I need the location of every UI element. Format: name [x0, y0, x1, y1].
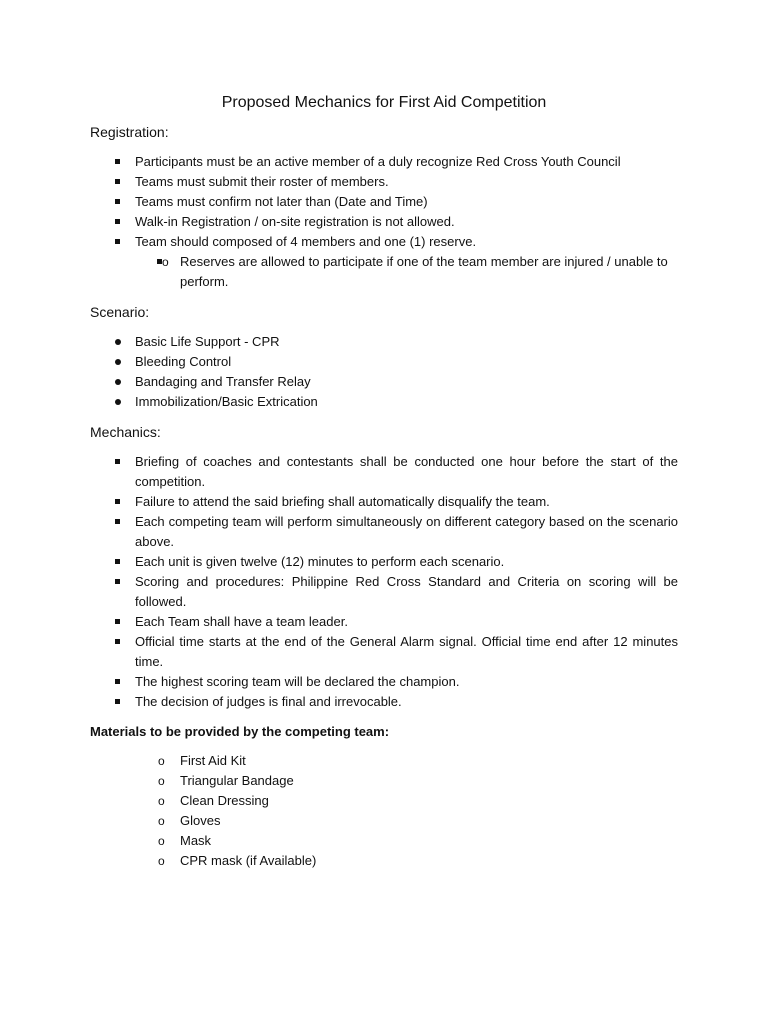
list-item: Failure to attend the said briefing shall automatically disqualify the team.: [90, 492, 678, 512]
registration-list: [90, 152, 678, 292]
square-bullet-icon: [115, 632, 127, 652]
list-item: Bleeding Control: [90, 352, 678, 372]
list-item: o CPR mask (if Available): [90, 851, 678, 871]
square-bullet-icon: [115, 492, 127, 512]
circle-bullet-icon: o: [158, 774, 165, 788]
list-item: The decision of judges is final and irrevocable.: [90, 692, 678, 712]
list-item: o First Aid Kit: [90, 751, 678, 771]
list-item: o Triangular Bandage: [90, 771, 678, 791]
square-bullet-icon: [115, 612, 127, 632]
list-item: Basic Life Support - CPR: [90, 332, 678, 352]
disc-bullet-icon: [115, 372, 127, 392]
registration-section: [90, 124, 678, 292]
list-item: o Gloves: [90, 811, 678, 831]
registration-sub-list: [135, 252, 678, 292]
document-page: [90, 94, 678, 883]
square-bullet-icon: [115, 512, 127, 532]
list-item: Scoring and procedures: Philippine Red Cross Standard and Criteria on scoring will be followed.: [90, 572, 678, 612]
materials-heading: Materials to be provided by the competing team:: [90, 724, 390, 739]
registration-heading: Registration:: [90, 124, 169, 140]
square-bullet-icon: [115, 552, 127, 572]
list-item: Each competing team will perform simultaneously on different category based on the scenario above.: [90, 512, 678, 552]
disc-bullet-icon: [115, 392, 127, 412]
square-bullet-icon: [115, 452, 127, 472]
list-item: Participants must be an active member of a duly recognize Red Cross Youth Council: [90, 152, 678, 172]
list-item: o Clean Dressing: [90, 791, 678, 811]
square-bullet-icon: [115, 212, 127, 232]
square-bullet-icon: [115, 172, 127, 192]
list-item: Each unit is given twelve (12) minutes to perform each scenario.: [90, 552, 678, 572]
circle-bullet-icon: o: [157, 252, 169, 272]
circle-bullet-icon: o: [158, 814, 165, 828]
materials-list: [90, 751, 678, 871]
list-item: The highest scoring team will be declared the champion.: [90, 672, 678, 692]
list-item: Walk-in Registration / on-site registration is not allowed.: [90, 212, 678, 232]
scenario-heading: Scenario:: [90, 304, 150, 320]
materials-section: [90, 724, 678, 871]
mechanics-heading: Mechanics:: [90, 424, 161, 440]
disc-bullet-icon: [115, 332, 127, 352]
list-item: Bandaging and Transfer Relay: [90, 372, 678, 392]
list-item: Teams must confirm not later than (Date and Time): [90, 192, 678, 212]
mechanics-section: [90, 424, 678, 712]
mechanics-list: [90, 452, 678, 712]
disc-bullet-icon: [115, 352, 127, 372]
square-bullet-icon: [115, 692, 127, 712]
circle-bullet-icon: o: [158, 794, 165, 808]
circle-bullet-icon: o: [158, 754, 165, 768]
square-bullet-icon: [115, 572, 127, 592]
sub-list-item: o Reserves are allowed to participate if one of the team member are injured / unable to perform.: [135, 252, 678, 292]
square-bullet-icon: [115, 152, 127, 172]
square-bullet-icon: [115, 672, 127, 692]
list-item: Official time starts at the end of the General Alarm signal. Official time end after 12 minutes time.: [90, 632, 678, 672]
square-bullet-icon: [115, 192, 127, 212]
square-bullet-icon: [115, 232, 127, 252]
scenario-section: [90, 304, 678, 412]
list-item: Immobilization/Basic Extrication: [90, 392, 678, 412]
list-item: Teams must submit their roster of members.: [90, 172, 678, 192]
list-item: Each Team shall have a team leader.: [90, 612, 678, 632]
circle-bullet-icon: o: [158, 854, 165, 868]
scenario-list: [90, 332, 678, 412]
list-item: Team should composed of 4 members and one (1) reserve. o Reserves are allowed to participate if one of the team member are injured / unable to perform.: [90, 232, 678, 292]
circle-bullet-icon: o: [158, 834, 165, 848]
list-item: o Mask: [90, 831, 678, 851]
list-item: Briefing of coaches and contestants shall be conducted one hour before the start of the competition.: [90, 452, 678, 492]
document-title: Proposed Mechanics for First Aid Competition: [221, 94, 547, 111]
